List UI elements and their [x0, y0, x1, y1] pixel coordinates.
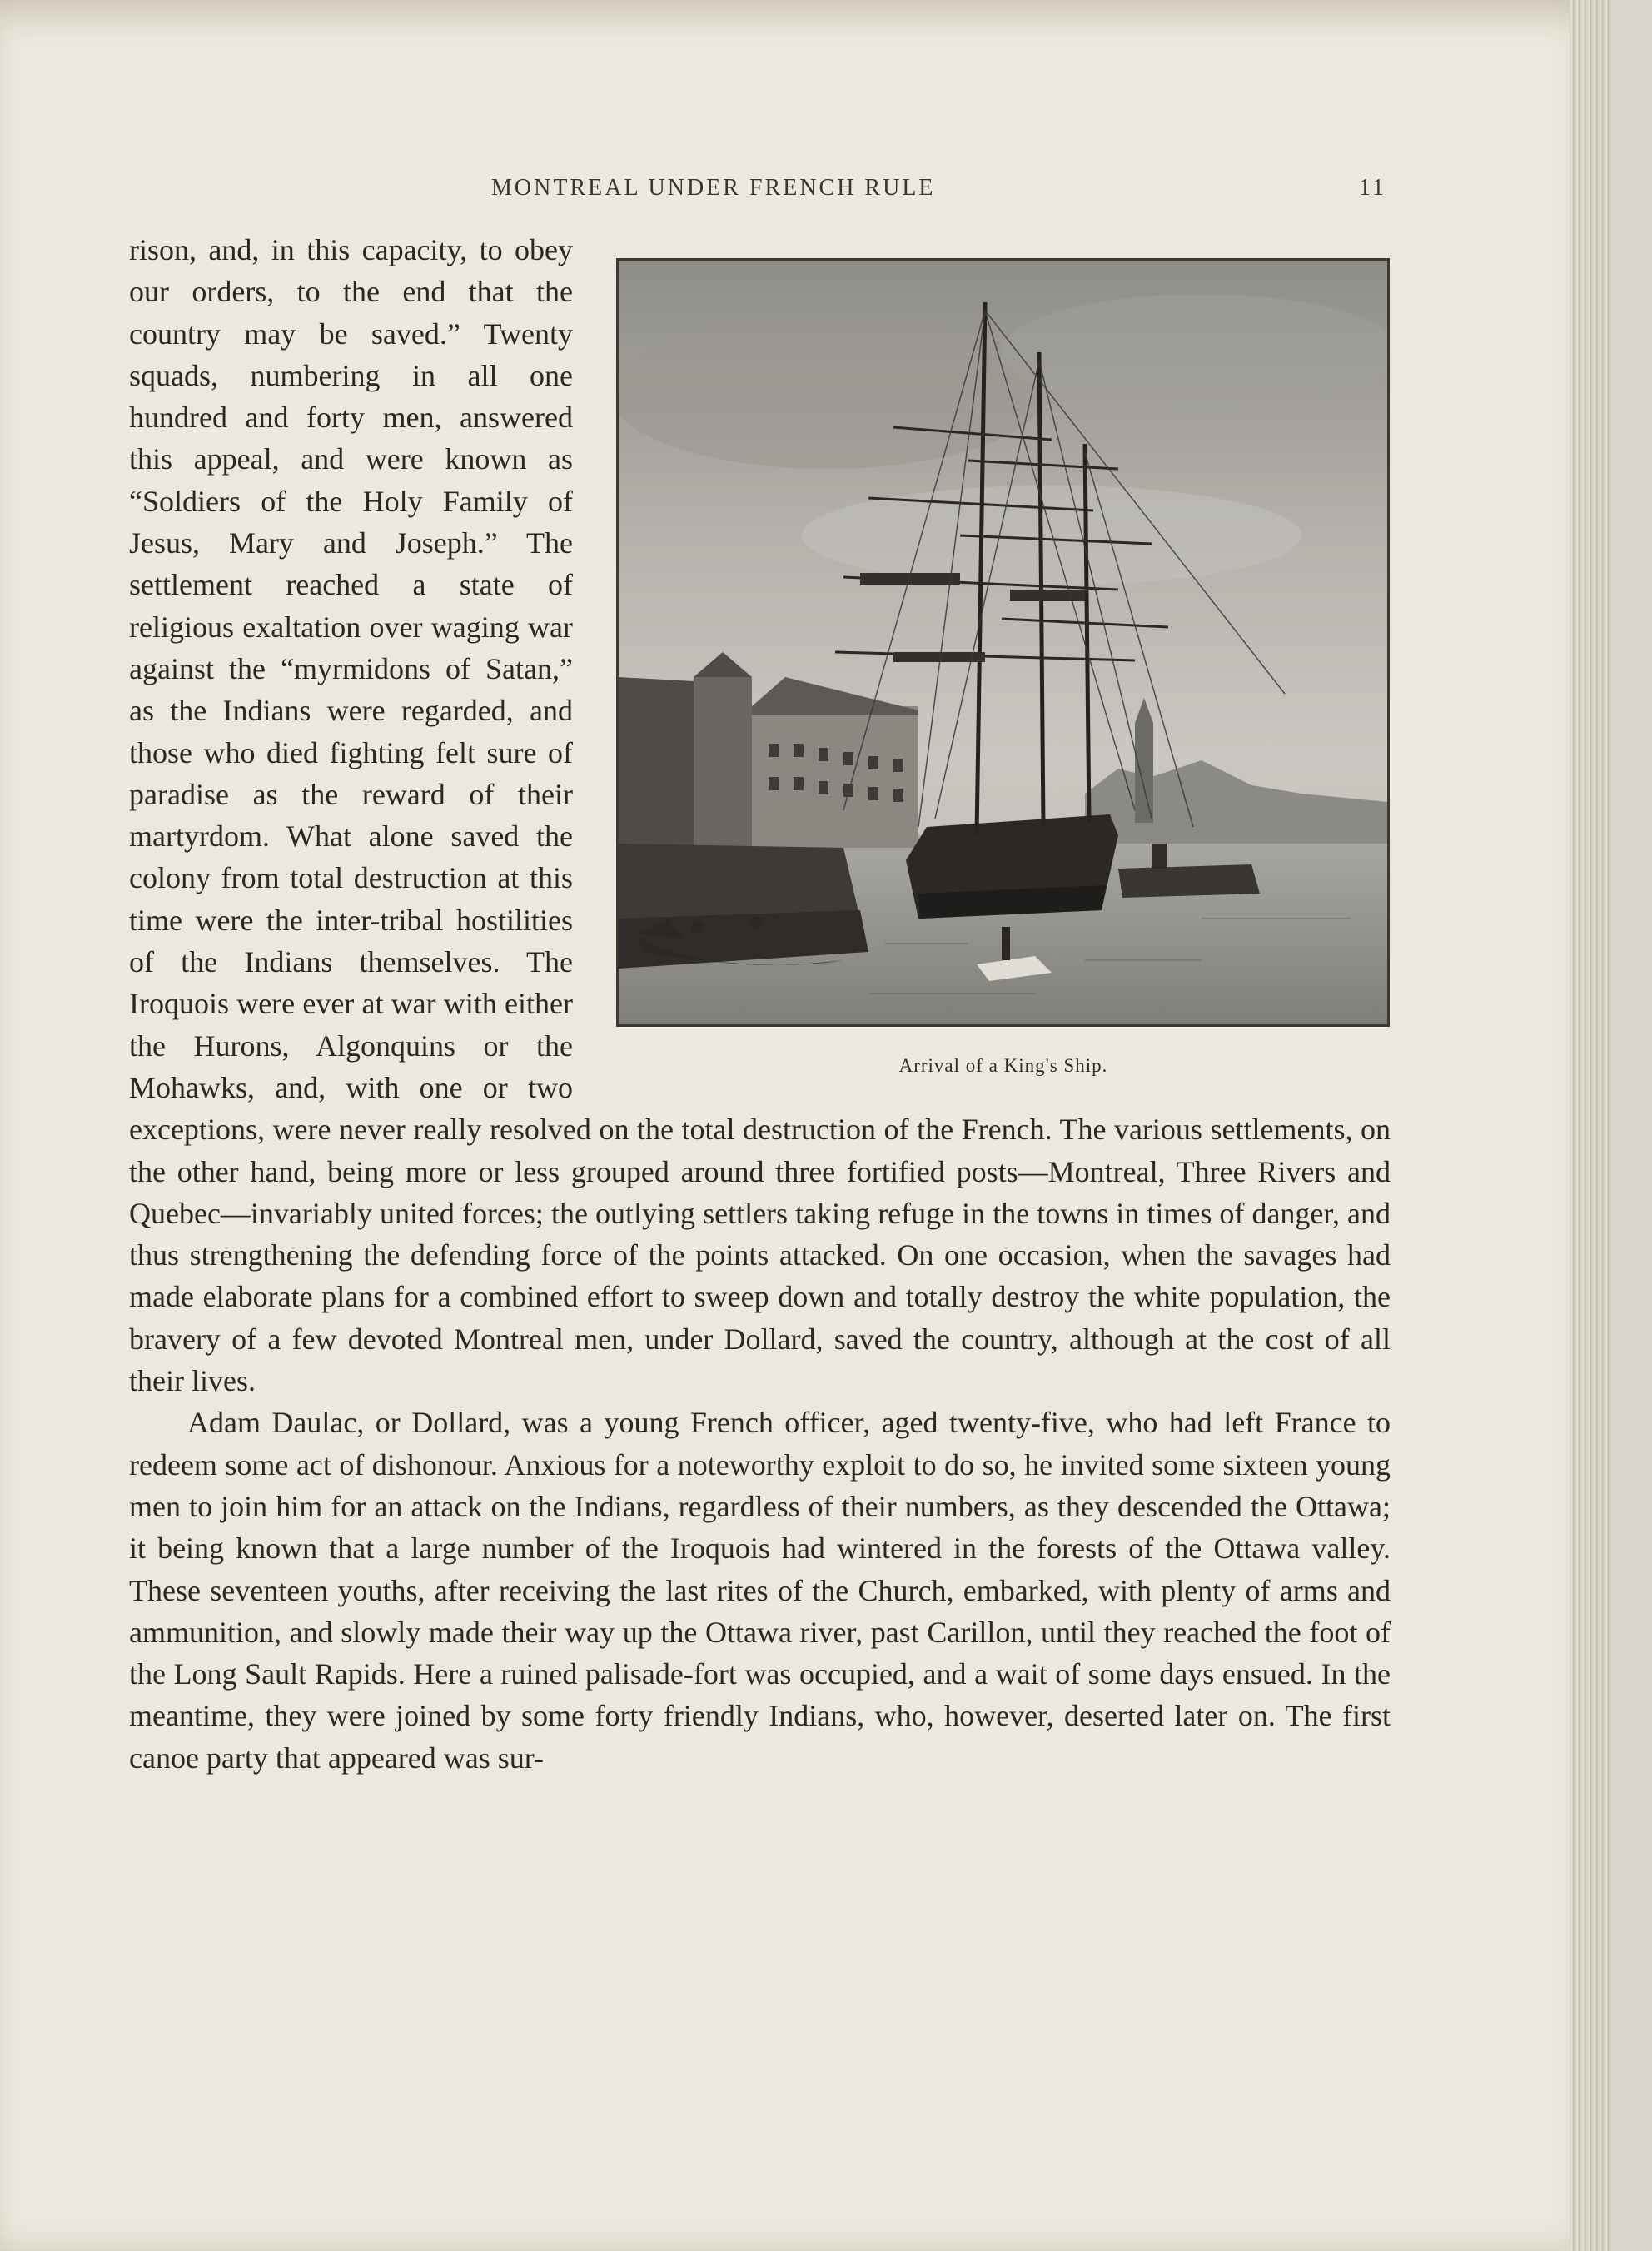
body-text — [129, 229, 1391, 1779]
page-edges — [1570, 0, 1611, 2251]
figure-caption: Arrival of a King's Ship. — [898, 1055, 1108, 1076]
paragraph: rison, and, in this capacity, to obey our orders, to the end that the country may be saved.” Twenty squads, numbering in all one hundred and forty men, answered this appeal, and were known as “Soldiers of the Holy Family of Jesus, Mary and Joseph.” The settlement reached a state of religious exaltation over waging war against the “myrmidons of Satan,” as the Indians were regarded, and those who died fighting felt sure of paradise as the reward of their martyrdom. What alone saved the colony from total destruction at this time were the inter-tribal hostilities of the Indians themselves. The Iroquois were ever at war with either the Hurons, Algonquins or the Mohawks, and, with one or two exceptions, were never really resolved on the total destruction of the French. The various settlements, on the other hand, being more or less grouped around three fortified posts—Montreal, Three Rivers and Quebec—invariably united forces; the outlying settlers taking refuge in the towns in times of danger, and thus strengthening the defending force of the points attacked. On one occasion, when the savages had made elaborate plans for a combined effort to sweep down and totally destroy the white population, the bravery of a few devoted Montreal men, under Dollard, saved the country, although at the cost of all their lives. — [129, 233, 1391, 1398]
ship-illustration-drawing — [619, 261, 1387, 1024]
paragraph: Adam Daulac, or Dollard, was a young French officer, aged twenty-five, who had left France to redeem some act of dishonour. Anxious for a noteworthy exploit to do so, he invited some sixteen young men to join him for an attack on the Indians, regardless of their numbers, as they descended the Ottawa; it being known that a large number of the Iroquois had wintered in the forests of the Ottawa valley. These seventeen youths, after receiving the last rites of the Church, embarked, with plenty of arms and ammunition, and slowly made their way up the Ottawa river, past Carillon, until they reached the foot of the Long Sault Rapids. Here a ruined palisade-fort was occupied, and a wait of some days ensued. In the meantime, they were joined by some forty friendly Indians, who, however, deserted later on. The first canoe party that appeared was sur- — [129, 1406, 1391, 1775]
page-number: 11 — [1359, 175, 1386, 201]
figure — [616, 258, 1391, 1103]
ship-illustration — [616, 258, 1390, 1027]
running-title: MONTREAL UNDER FRENCH RULE — [491, 175, 936, 201]
